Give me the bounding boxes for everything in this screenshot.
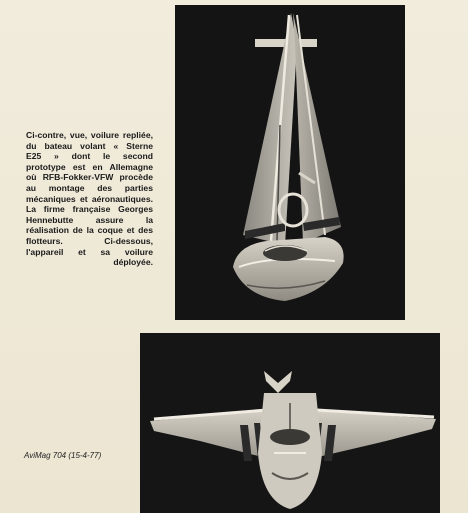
folded-wing-model-image bbox=[175, 5, 405, 320]
photo-caption: Ci-contre, vue, voilure repliée, du bateau volant « Sterne E25 » dont le second prototype est en Allemagne où RFB-Fokker-VFW procède au montage des parties mécaniques et aéronautiques. La firme française Georges Hennebutte assure la réalisation de la coque et des flotteurs. Ci-dessous, l'appareil et sa voilure déployée. bbox=[26, 130, 153, 268]
photo-folded-wing bbox=[175, 5, 405, 320]
source-credit: AviMag 704 (15-4-77) bbox=[24, 451, 102, 460]
deployed-wing-model-image bbox=[140, 333, 440, 513]
photo-deployed-wing bbox=[140, 333, 440, 513]
